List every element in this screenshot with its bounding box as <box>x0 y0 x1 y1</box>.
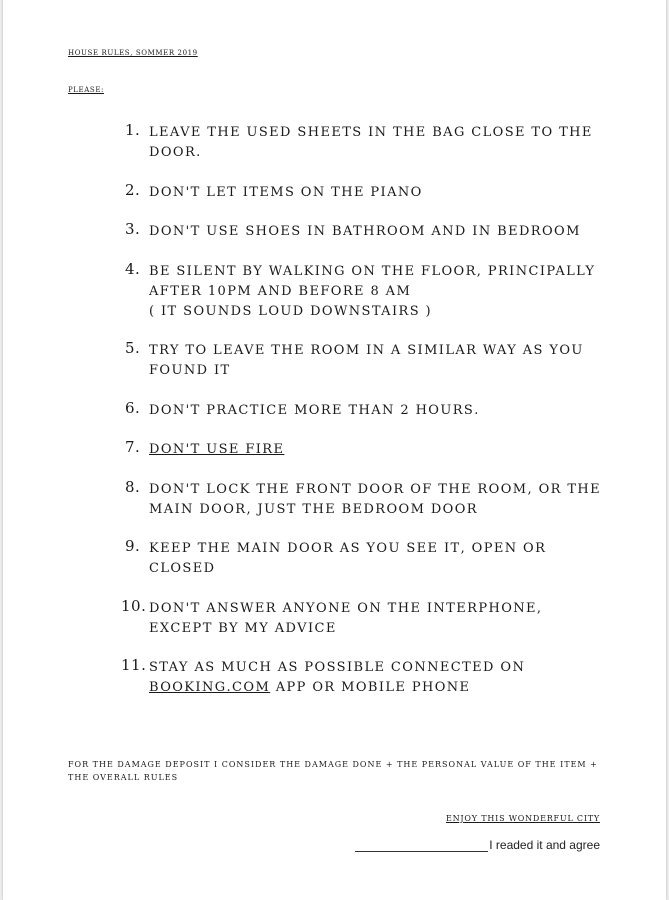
please-label: please: <box>68 84 104 95</box>
rule-text: keep the main door as you see it, open or closed <box>149 535 547 577</box>
rule-item <box>125 219 605 239</box>
rule-number: 9. <box>125 537 141 555</box>
rule-text-line: be silent by walking on the floor, principally after 10pm and before 8 am <box>149 257 596 300</box>
rule-item <box>121 594 605 637</box>
rule-text <box>149 655 605 695</box>
rule-number: 7. <box>125 438 141 456</box>
rule-text-part: stay as much as possible connected on <box>149 654 526 676</box>
rule-text: don't use shoes in bathroom and in bedroom <box>149 218 581 240</box>
rule-text: don't lock the front door of the room, or the main door, just the bedroom door <box>149 475 602 518</box>
rule-number: 4. <box>125 259 141 278</box>
booking-link[interactable]: booking.com <box>149 674 271 696</box>
rule-item <box>125 477 605 517</box>
rule-number: 8. <box>125 477 141 496</box>
rule-text: don't answer anyone on the interphone, except by my advice <box>149 594 543 637</box>
rule-text-note: ( it sounds loud downstairs ) <box>149 297 433 320</box>
closing-line: enjoy this wonderful city <box>445 810 600 824</box>
rule-item <box>125 338 605 378</box>
document-page <box>3 0 666 900</box>
rule-number: 1. <box>125 121 141 139</box>
rules-list <box>121 119 605 715</box>
rule-text: try to leave the room in a similar way as you found it <box>149 337 584 379</box>
rule-item <box>121 654 605 696</box>
rule-number: 2. <box>125 180 141 199</box>
rule-item <box>125 437 605 457</box>
signature-line <box>355 839 488 852</box>
signature-text: I readed it and agree <box>489 838 600 852</box>
rule-item <box>125 180 605 200</box>
rule-number: 3. <box>125 220 141 238</box>
rule-item <box>125 259 605 319</box>
rule-item <box>125 120 605 160</box>
rule-text: leave the used sheets in the bag close to the door. <box>149 119 593 161</box>
rule-number: 11. <box>121 656 147 674</box>
rule-text-part: app or mobile phone <box>275 674 471 696</box>
signature-row <box>355 838 600 852</box>
rule-number: 10. <box>121 596 147 615</box>
document-title: house rules, sommer 2019 <box>68 47 198 58</box>
rule-text-underlined: don't use fire <box>149 436 285 458</box>
rule-number: 6. <box>125 398 141 417</box>
deposit-note: for the damage deposit i consider the damage done + the personal value of the item + the overall rules <box>68 756 598 783</box>
rule-number: 5. <box>125 339 141 357</box>
rule-text <box>149 259 605 319</box>
rule-item <box>125 536 605 576</box>
rule-text: don't let items on the piano <box>149 178 423 201</box>
rule-item <box>125 398 605 418</box>
rule-text: don't practice more than 2 hours. <box>149 396 480 419</box>
